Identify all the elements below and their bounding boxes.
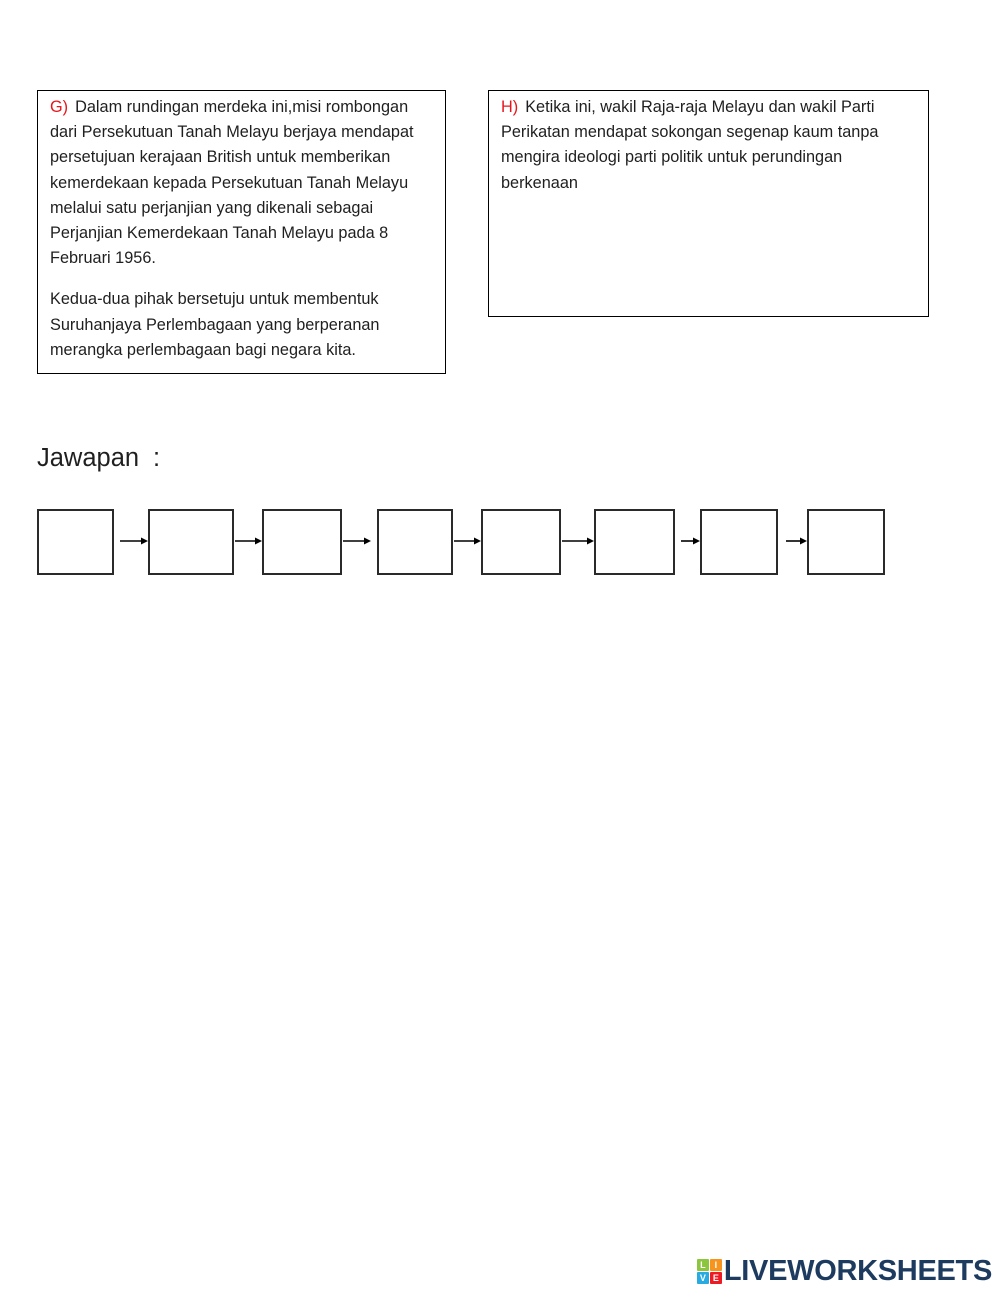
card-g-line: Suruhanjaya Perlembagaan yang berperanan — [50, 315, 380, 334]
answer-box-5[interactable] — [481, 509, 561, 575]
card-h-line-text: Ketika ini, wakil Raja-raja Melayu dan wakil Parti — [525, 98, 875, 116]
arrow-right-icon-3 — [343, 538, 371, 545]
card-h-line: Perikatan mendapat sokongan segenap kaum tanpa — [501, 123, 879, 142]
card-g-label: G) — [50, 98, 69, 116]
arrow-right-icon-6 — [681, 538, 700, 545]
card-h-line — [501, 95, 916, 120]
card-g-line: Kedua-dua pihak bersetuju untuk membentuk — [50, 290, 379, 309]
logo-icon-cell-l: L — [697, 1259, 709, 1271]
answer-box-7[interactable] — [700, 509, 778, 575]
card-g-line: persetujuan kerajaan British untuk memberikan — [50, 148, 391, 167]
card-h-line: mengira ideologi parti politik untuk perundingan — [501, 148, 843, 167]
logo-icon-cell-v: V — [697, 1272, 709, 1284]
answer-box-6[interactable] — [594, 509, 675, 575]
logo-icon-cell-e: E — [710, 1272, 722, 1284]
liveworksheets-logo — [697, 1257, 992, 1286]
card-h-line: berkenaan — [501, 173, 578, 192]
card-h-paragraph-1 — [501, 95, 916, 196]
card-g-line: kemerdekaan kepada Persekutuan Tanah Melayu — [50, 173, 409, 192]
card-g — [37, 90, 446, 374]
card-h-label: H) — [501, 98, 519, 116]
arrow-right-icon-7 — [786, 538, 807, 545]
answer-box-3[interactable] — [262, 509, 342, 575]
card-g-line: Februari 1956. — [50, 249, 156, 268]
card-g-line-text: Dalam rundingan merdeka ini,misi rombongan — [75, 98, 409, 116]
logo-icon-cell-i: I — [710, 1259, 722, 1271]
arrow-right-icon-1 — [120, 538, 148, 545]
answer-heading — [37, 443, 177, 473]
arrow-right-icon-4 — [454, 538, 481, 545]
card-g-paragraph-2 — [50, 287, 433, 363]
logo-icon — [697, 1259, 722, 1284]
answer-box-4[interactable] — [377, 509, 453, 575]
card-g-line: Perjanjian Kemerdekaan Tanah Melayu pada 8 — [50, 224, 389, 243]
arrow-right-icon-2 — [235, 538, 262, 545]
card-g-paragraph-1 — [50, 95, 433, 271]
answer-box-2[interactable] — [148, 509, 234, 575]
answer-heading-colon: : — [153, 444, 161, 472]
card-g-line: merangka perlembagaan bagi negara kita. — [50, 340, 356, 359]
arrow-right-icon-5 — [562, 538, 594, 545]
answer-box-1[interactable] — [37, 509, 114, 575]
card-h — [488, 90, 929, 317]
card-g-line: dari Persekutuan Tanah Melayu berjaya mendapat — [50, 123, 414, 142]
card-g-line: melalui satu perjanjian yang dikenali sebagai — [50, 198, 374, 217]
card-g-line — [50, 95, 433, 120]
logo-wordmark: LIVEWORKSHEETS — [723, 1255, 992, 1287]
answer-box-8[interactable] — [807, 509, 885, 575]
answer-heading-label: Jawapan — [37, 444, 140, 472]
